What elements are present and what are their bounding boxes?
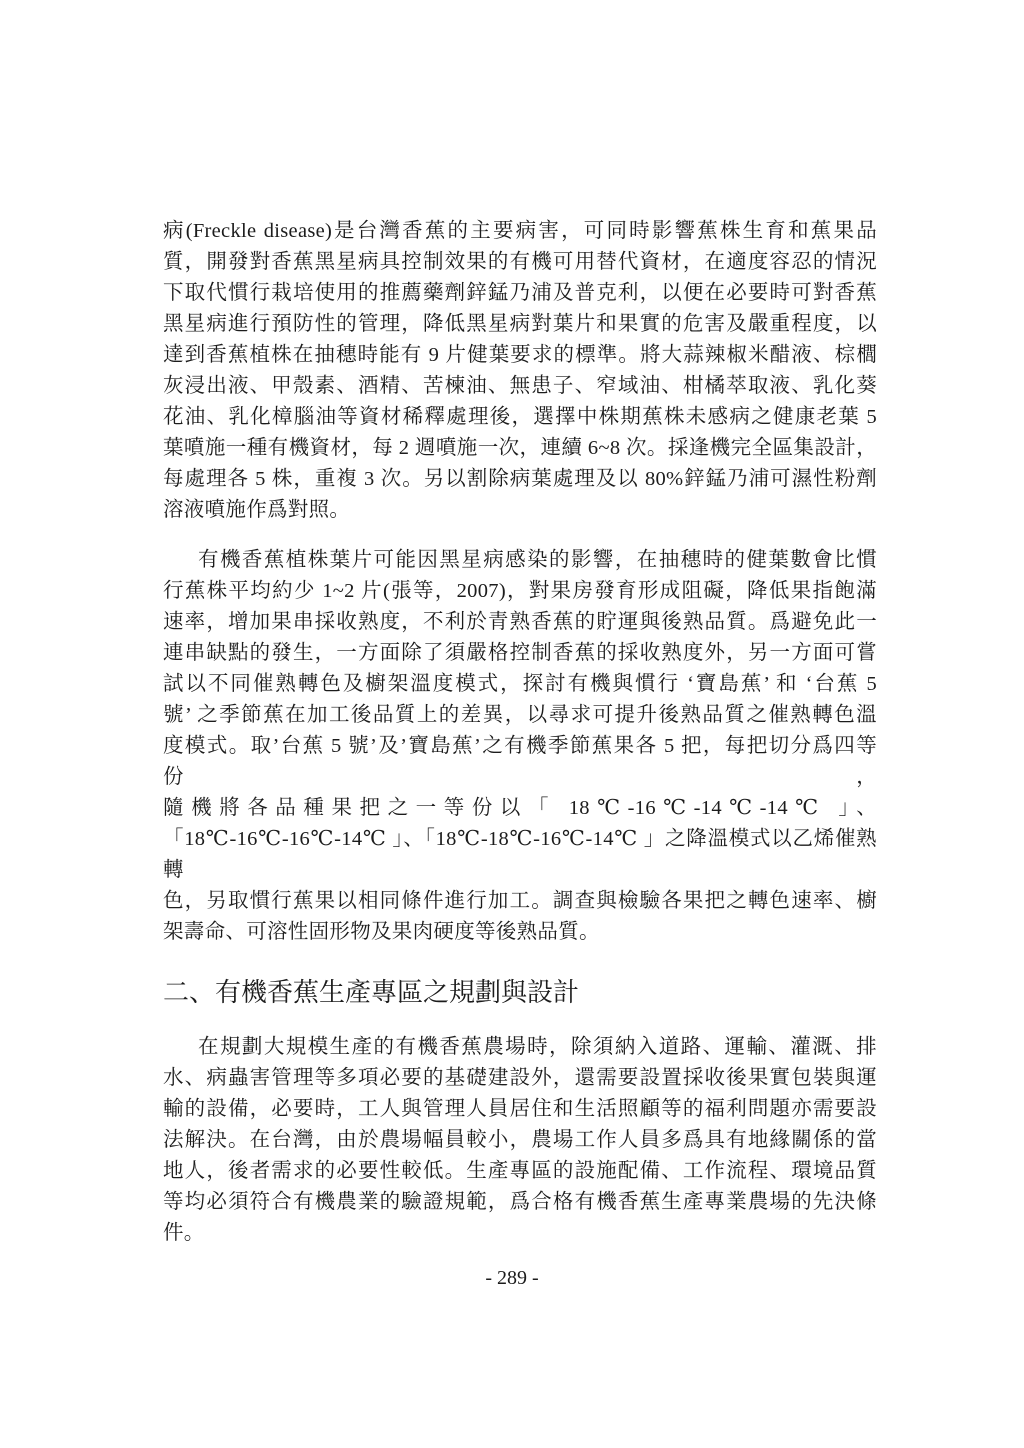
page-number: - 289 - xyxy=(485,1267,539,1289)
text-line: 件。 xyxy=(163,1222,205,1244)
text-line: 等均必須符合有機農業的驗證規範，爲合格有機香蕉生產專業農場的先決條 xyxy=(163,1191,877,1213)
text-line: 「18℃-16℃-16℃-14℃ 」、「18℃-18℃-16℃-14℃ 」之降溫模式以乙烯催熟轉 xyxy=(163,828,877,881)
text-line: 隨機將各品種果把之一等份以「 18℃-16℃-14℃-14℃ 」、 xyxy=(163,797,877,819)
text-line: 灰浸出液、甲殼素、酒精、苦楝油、無患子、窄域油、柑橘萃取液、乳化葵 xyxy=(163,375,877,397)
text-line: 有機香蕉植株葉片可能因黑星病感染的影響，在抽穗時的健葉數會比慣 xyxy=(198,549,877,571)
text-line: 病(Freckle disease)是台灣香蕉的主要病害，可同時影響蕉株生育和蕉果品 xyxy=(163,220,877,242)
text-line: 連串缺點的發生，一方面除了須嚴格控制香蕉的採收熟度外，另一方面可嘗 xyxy=(163,642,877,664)
text-line: 黑星病進行預防性的管理，降低黑星病對葉片和果實的危害及嚴重程度，以 xyxy=(163,313,877,335)
text-line: 每處理各 5 株，重複 3 次。另以割除病葉處理及以 80%鋅錳乃浦可濕性粉劑 xyxy=(163,468,877,490)
text-line: 號’ 之季節蕉在加工後品質上的差異，以尋求可提升後熟品質之催熟轉色溫 xyxy=(163,704,877,726)
text-line: 達到香蕉植株在抽穗時能有 9 片健葉要求的標準。將大蒜辣椒米醋液、棕櫚 xyxy=(163,344,877,366)
text-line: 在規劃大規模生產的有機香蕉農場時，除須納入道路、運輸、灌溉、排 xyxy=(198,1036,877,1058)
text-line: 度模式。取’台蕉 5 號’及’寶島蕉’之有機季節蕉果各 5 把，每把切分爲四等份， xyxy=(163,735,877,788)
text-line: 下取代慣行栽培使用的推薦藥劑鋅錳乃浦及普克利，以便在必要時可對香蕉 xyxy=(163,282,877,304)
text-line: 法解決。在台灣，由於農場幅員較小，農場工作人員多爲具有地緣關係的當 xyxy=(163,1129,877,1151)
text-line: 溶液噴施作爲對照。 xyxy=(163,499,351,521)
text-content xyxy=(163,216,877,1249)
text-line: 輸的設備，必要時，工人與管理人員居住和生活照顧等的福利問題亦需要設 xyxy=(163,1098,877,1120)
text-line: 速率，增加果串採收熟度，不利於青熟香蕉的貯運與後熟品質。爲避免此一 xyxy=(163,611,877,633)
paragraph-3 xyxy=(163,1032,877,1249)
text-line: 葉噴施一種有機資材，每 2 週噴施一次，連續 6~8 次。採逢機完全區集設計， xyxy=(163,437,877,459)
text-line: 行蕉株平均約少 1~2 片(張等，2007)，對果房發育形成阻礙，降低果指飽滿 xyxy=(163,580,877,602)
section-heading: 二、有機香蕉生產專區之規劃與設計 xyxy=(163,978,580,1007)
paragraph-1 xyxy=(163,216,877,526)
text-line: 色，另取慣行蕉果以相同條件進行加工。調查與檢驗各果把之轉色速率、櫥 xyxy=(163,890,877,912)
text-line: 架壽命、可溶性固形物及果肉硬度等後熟品質。 xyxy=(163,921,600,943)
paragraph-2 xyxy=(163,545,877,948)
text-line: 地人，後者需求的必要性較低。生產專區的設施配備、工作流程、環境品質 xyxy=(163,1160,877,1182)
text-line: 試以不同催熟轉色及櫥架溫度模式，探討有機與慣行 ‘寶島蕉’ 和 ‘台蕉 5 xyxy=(163,673,877,695)
text-line: 質，開發對香蕉黑星病具控制效果的有機可用替代資材，在適度容忍的情況 xyxy=(163,251,877,273)
text-line: 水、病蟲害管理等多項必要的基礎建設外，還需要設置採收後果實包裝與運 xyxy=(163,1067,877,1089)
text-line: 花油、乳化樟腦油等資材稀釋處理後，選擇中株期蕉株未感病之健康老葉 5 xyxy=(163,406,877,428)
